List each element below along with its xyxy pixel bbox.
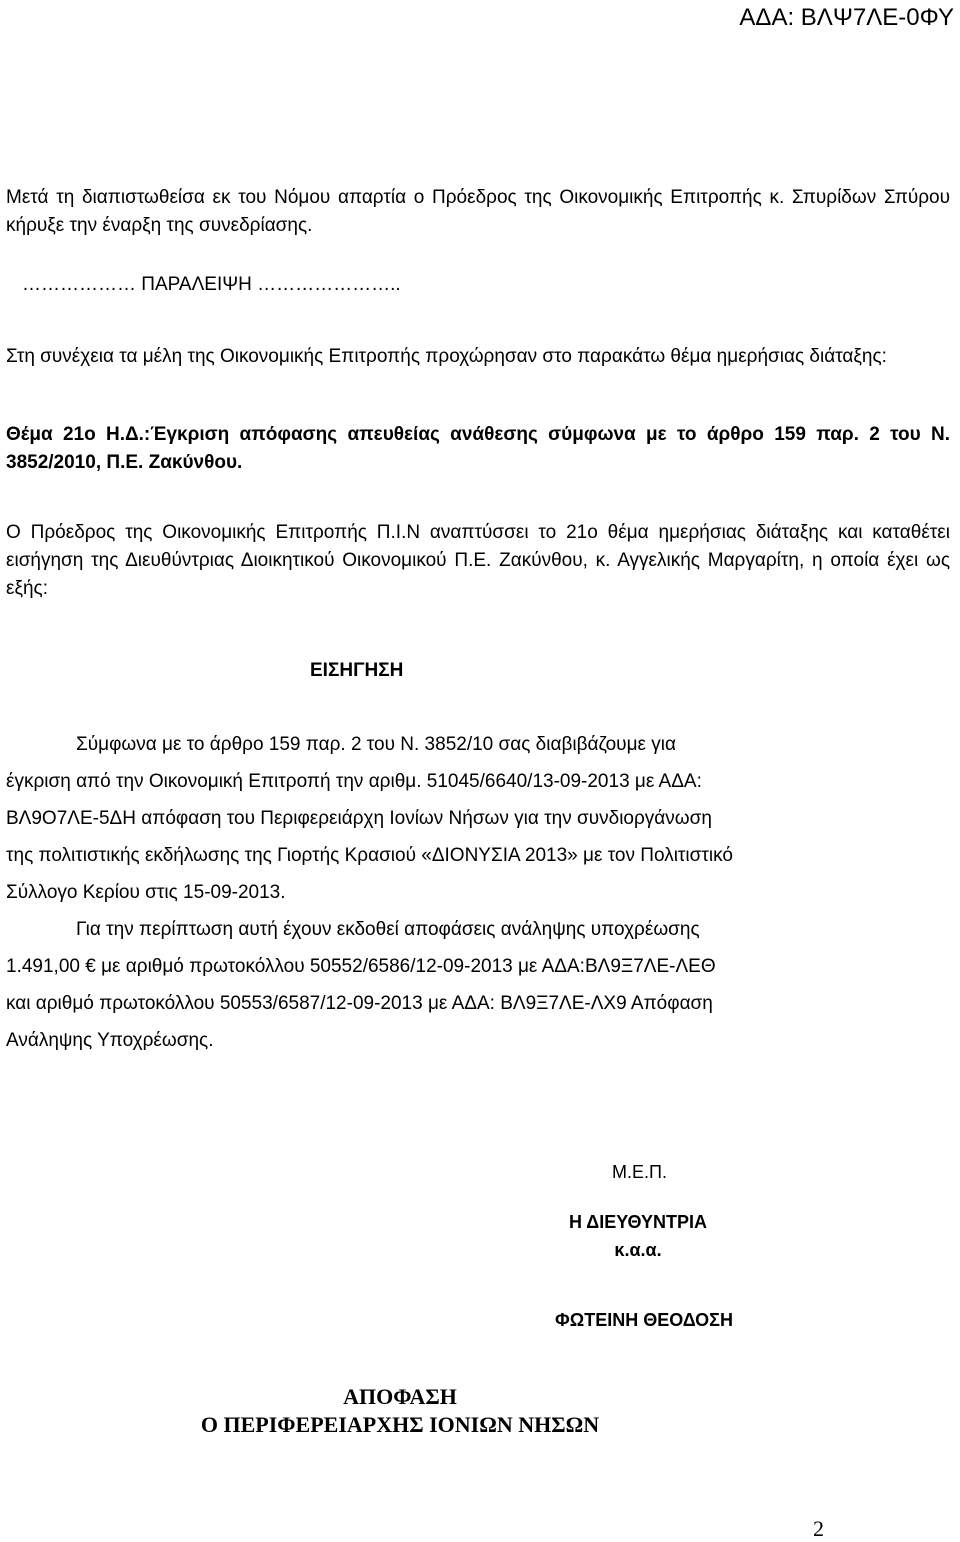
decision-subtitle: Ο ΠΕΡΙΦΕΡΕΙΑΡΧΗΣ ΙΟΝΙΩΝ ΝΗΣΩΝ <box>200 1412 600 1437</box>
proposal-line: έγκριση από την Οικονομική Επιτροπή την αριθμ. 51045/6640/13-09-2013 με ΑΔΑ: <box>6 771 702 792</box>
proposal-line: ΒΛ9Ο7ΛΕ-5ΔΗ απόφαση του Περιφερειάρχη Ιονίων Νήσων για την συνδιοργάνωση <box>6 808 712 829</box>
intro-paragraph: Μετά τη διαπιστωθείσα εκ του Νόμου απαρτία ο Πρόεδρος της Οικονομικής Επιτροπής κ. Σπυρίδων Σπύρου κήρυξε την έναρξη της συνεδρίασης. <box>6 187 950 236</box>
proposal-line: Σύλλογο Κερίου στις 15-09-2013. <box>6 882 286 903</box>
omission-marker: ……………… ΠΑΡΑΛΕΙΨΗ ………………….. <box>22 274 401 295</box>
continuation-paragraph: Στη συνέχεια τα μέλη της Οικονομικής Επιτροπής προχώρησαν στο παρακάτω θέμα ημερήσιας διάταξης: <box>6 346 887 367</box>
page-number: 2 <box>813 1516 824 1541</box>
proposal-line: και αριθμό πρωτοκόλλου 50553/6587/12-09-2013 με ΑΔΑ: ΒΛ9Ξ7ΛΕ-ΛΧ9 Απόφαση <box>6 993 713 1014</box>
proposal-line: Για την περίπτωση αυτή έχουν εκδοθεί αποφάσεις ανάληψης υποχρέωσης <box>76 919 700 940</box>
proposal-line: της πολιτιστικής εκδήλωσης της Γιορτής Κρασιού «ΔΙΟΝΥΣΙΑ 2013» με τον Πολιτιστικό <box>6 845 733 866</box>
signature-kaa: κ.α.α. <box>614 1240 662 1260</box>
proposal-line: Ανάληψης Υποχρέωσης. <box>6 1030 214 1051</box>
proposal-line: Σύμφωνα με το άρθρο 159 παρ. 2 του Ν. 3852/10 σας διαβιβάζουμε για <box>76 734 676 755</box>
eisigisi-title: ΕΙΣΗΓΗΣΗ <box>310 660 404 681</box>
chair-paragraph: Ο Πρόεδρος της Οικονομικής Επιτροπής Π.Ι.Ν αναπτύσσει το 21ο θέμα ημερήσιας διάταξης και καταθέτει εισήγηση της Διευθύντριας Διοικητικού Οικονομικού Π.Ε. Ζακύνθου, κ. Αγγελικής Μαργαρίτη, η οποία έχει ως εξής: <box>6 522 950 599</box>
signature-name: ΦΩΤΕΙΝΗ ΘΕΟΔΟΣΗ <box>555 1310 733 1330</box>
ada-code: ΑΔΑ: ΒΛΨ7ΛΕ-0ΦΥ <box>739 4 954 31</box>
subject-heading: Θέμα 21ο Η.Δ.:Έγκριση απόφασης απευθείας ανάθεσης σύμφωνα με το άρθρο 159 παρ. 2 του Ν. 3852/2010, Π.Ε. Ζακύνθου. <box>6 424 950 473</box>
signature-role: Η ΔΙΕΥΘΥΝΤΡΙΑ <box>568 1212 708 1232</box>
proposal-line: 1.491,00 € με αριθμό πρωτοκόλλου 50552/6586/12-09-2013 με ΑΔΑ:ΒΛ9Ξ7ΛΕ-ΛΕΘ <box>6 956 716 977</box>
decision-title: ΑΠΟΦΑΣΗ <box>343 1384 457 1409</box>
signature-unit: Μ.Ε.Π. <box>612 1162 668 1182</box>
